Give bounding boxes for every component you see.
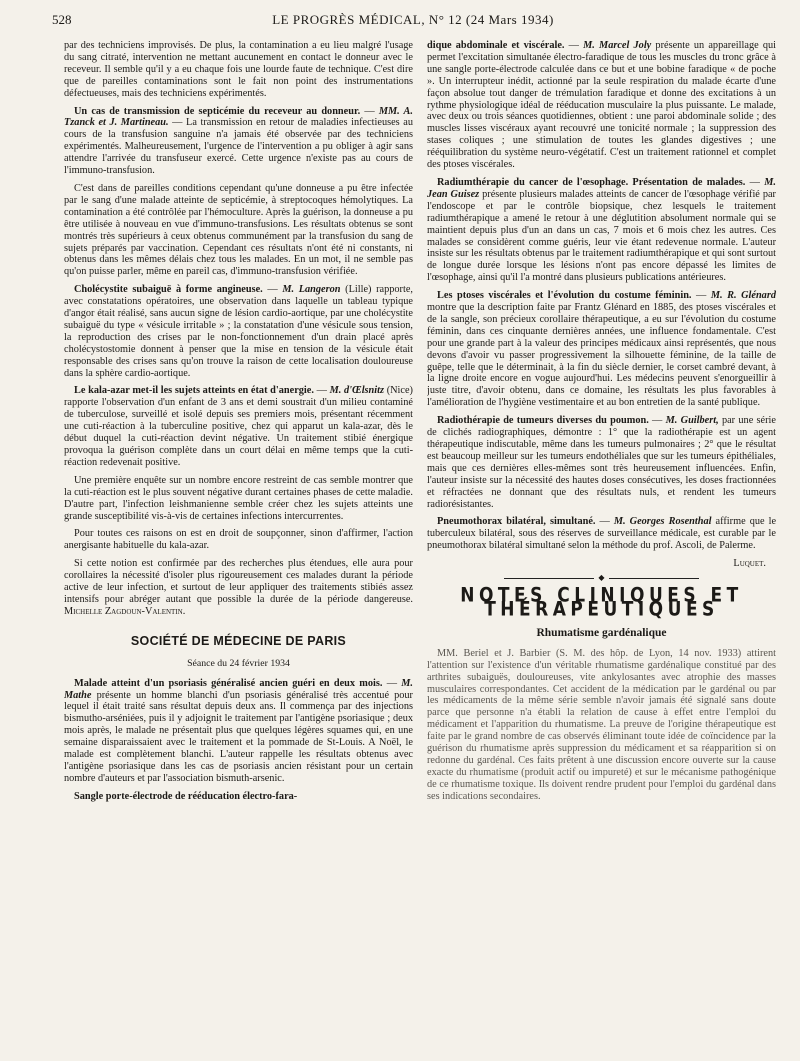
article-psoriasis: Malade atteint d'un psoriasis généralisé ancien guéri en deux mois. — M. Mathe présente un homme blanchi d'un psoriasis généralisé très accentué pour lequel il était traité sans résultat depuis deux ans. Il commença par des injections bismutho-arséniées, puis il y adjoignit le traitement par l'antigène psoriasique ; deux mois après, le malade ne présentait plus que quelques légères squames qui, en une semaine disparaissaient avec le traitement et la pommade de St-Louis. A Noël, le malade est complètement blanchi. L'auteur rappelle les résultats obtenus avec l'antigène psoriasique dans les cas de psoriasis ancien résistant pour un certain nombre d'auteurs et par l'association bismuth-arsenic. (64, 677, 413, 784)
section-subtitle: Rhumatisme gardénalique (536, 626, 667, 639)
article-body: (Lille) rapporte, avec constatations opératoires, une observation dans laquelle un tableau typique d'angor était réalisé, sans aucun signe de lésion cardio-aortique, par une cholécystite subaiguë du type « vésicule irritable » ; la constatation d'une vésicule sous tension, la reproduction des crises par le non-fonctionnement d'un drain placé après cholécystostomie donnent à penser que la mise en tension de la vésicule était responsable des crises sans qu'on trouve la raison de cette localisation douloureuse dans la sphère cardio-aortique. (64, 284, 413, 379)
article-transfusion-septicemia: Un cas de transmission de septicémie du receveur au donneur. — MM. A. Tzanck et J. Martineau. — La transmission en retour de maladies infectieuses au cours de la transfusion sanguine n'a jamais été observée par des techniciens expérimentés. Malheureusement, l'urgence de l'intervention a pu obliger à agir sans attendre l'arrivée du transfuseur exercé. Cette urgence n'existe pas au cours de l'immuno-transfusion. (64, 105, 413, 177)
article-authors: MM. A. Tzanck et J. Martineau. (64, 105, 413, 129)
article-body: (Nice) rapporte l'observation d'un enfant de 3 ans et demi soustrait d'un milieu contaminé de tuberculose, surveillé et isolé depuis ses premiers mois, présentant récemment une cuti-réaction à la tuberculine positive, chez qui apparut un kala-azar, dès le début duquel la cuti-réaction devint négative. Un traitement stibié énergique provoqua la guérison complète dans un court délai en même temps que la cuti-réaction redevenait positive. (64, 385, 413, 468)
article-authors: M. Langeron (282, 284, 341, 296)
article-body: présente un homme blanchi d'un psoriasis généralisé très accentué pour lequel il était traité sans résultat depuis deux ans. Il commença par des injections bismutho-arséniées, puis il y adjoignit le traitement par l'antigène psoriasique ; deux mois après, le malade ne présentait plus que quelques légères squames qui, en une semaine disparaissaient avec le traitement et la pommade de St-Louis. A Noël, le malade est complètement blanchi. L'auteur rappelle les résultats obtenus avec l'antigène psoriasique dans les cas de psoriasis ancien résistant pour un certain nombre d'auteurs et par l'association bismuth-arsenic. (64, 689, 413, 784)
ornamental-divider (427, 574, 776, 582)
section-heading: NOTES CLINIQUES ET THÉRAPEUTIQUES (460, 584, 743, 622)
paragraph: Une première enquête sur un nombre encore restreint de cas semble montrer que la cuti-réaction est le plus souvent négative durant certaines phases de cette maladie. D'autre part, l'infection leishmanienne semble créer chez les sujets atteints une grande susceptibilité vis-à-vis de certaines infections intercurrentes. (64, 474, 413, 522)
paragraph: C'est dans de pareilles conditions cependant qu'une donneuse a pu être infectée par le sang d'une malade atteinte de septicémie, à streptocoques hémolytiques. La contamination a été contrôlée par l'hémoculture. Après la guérison, la donneuse a pu être utilisée à nouveau en vue d'immuno-transfusions. Les résultats obtenus se sont montrés très supérieurs à ceux obtenus communément par la transfusion du sang de sujets préparés par vaccination. Cependant ces résultats n'ont été ni constants, ni obtenus dans les mêmes délais chez tous les malades. En un mot, il ne semble pas qu'on puisse parler, même en pareil cas, d'immuno-transfusion vérifiée. (64, 182, 413, 278)
article-authors: M. d'Œlsnitz (329, 385, 385, 397)
article-body: présente plusieurs malades atteints de cancer de l'œsophage vérifié par l'endoscope et par le contrôle biopsique, chez lesquels le traitement radiumthérapique a amené le retour à une déglutition absolument normale qui se maintient depuis plus d'un an dans un cas, 7 mois et 6 mois chez les autres. Ces malades se considèrent comme guéris, leur vie étant redevenue normale. L'auteur insiste sur les résultats obtenus par le traitement radiumthérapique et qui sont surtout de longue durée lorsque les lésions n'ont pas encore dépassé les limites de l'œsophage, ainsi qu'il l'a montré dans plusieurs publications antérieures. (427, 188, 776, 284)
paragraph (64, 558, 413, 618)
sitting-date: Séance du 24 février 1934 (187, 657, 290, 669)
divider-line (609, 578, 699, 579)
article-title: Radiumthérapie du cancer de l'œsophage. Présentation de malades. (437, 176, 746, 188)
article-gardenal-rheumatism: MM. Beriel et J. Barbier (S. M. des hôp. de Lyon, 14 nov. 1933) attirent l'attention sur l'existence d'un véritable rhumatisme gardénalique constitué par des arthrites subaiguës, douloureuses, vite ankylosantes avec atrophie des masses musculaires correspondantes. Cet accident de la médication par le gardénal ou par les médicaments de la même série semble n'avoir jamais été signalé sans doute parce que personne n'a établi la relation de cause à effet entre l'emploi du médicament et l'apparition du rhumatisme. La preuve de l'origine thérapeutique est faite par le grand nombre de cas observés éliminant toute idée de coïncidence par la guérison du rhumatisme après suppression du médicament et sa réapparition si on redonne du gardénal. Ces faits prêtent à une discussion encore ouverte sur la cause exacte du rhumatisme (produit actif ou impureté) et sur le mécanisme pathogénique de ce rhumatisme toxique. Ils doivent rendre prudent pour l'emploi du gardénal dans ses indications secondaires. (427, 647, 776, 802)
article-authors: M. Georges Rosenthal (613, 516, 712, 528)
right-column (427, 40, 776, 1050)
author-signature: Luquet. (733, 558, 766, 570)
divider-line (504, 578, 594, 579)
article-title: Les ptoses viscérales et l'évolution du costume féminin. (437, 290, 692, 302)
left-column (64, 40, 413, 1050)
article-authors: M. R. Glénard (710, 290, 776, 302)
article-authors: M. Jean Guisez (427, 176, 776, 200)
article-body: montre que la description faite par Frantz Glénard en 1885, des ptoses viscérales et de la sangle, son précieux corollaire thérapeutique, a eu sur l'évolution du costume féminin, dans ces cinquante dernières années, une influence fondamentale. C'est pour une grande part à la valeur des principes médicaux ainsi représentés, que nous devons d'avoir vu passer progressivement la silhouette féminine, de la taille de guêpe, telle que le déterminait, à la fin du siècle dernier, le corset cambré devant, à la ligne droite encore en vogue aujourd'hui. Les médecins peuvent s'enorgueillir à juste titre, d'avoir obtenu, dans ce domaine, les résultats les plus favorables à l'amélioration de l'hygiène vestimentaire et au bon entretien de la santé publique. (427, 302, 776, 409)
article-title: Un cas de transmission de septicémie du receveur au donneur. (74, 105, 361, 117)
article-title: Sangle porte-électrode de rééducation électro-fara- (74, 790, 298, 802)
paragraph-text: Si cette notion est confirmée par des recherches plus étendues, elle aura pour corollaires la nécessité d'isoler plus rigoureusement ces malades durant la période active de leur infection, et surtout de leur appliquer des traitements stibiés assez intensifs pour abréger autant que possible la durée de la période dangereuse. (64, 558, 413, 605)
article-visceral-ptosis: Les ptoses viscérales et l'évolution du costume féminin. — M. R. Glénard montre que la description faite par Frantz Glénard en 1885, des ptoses viscérales et de la sangle, son précieux corollaire thérapeutique, a eu sur l'évolution du costume féminin, dans ces cinquante dernières années, une influence fondamentale. C'est pour une grande part à la valeur des principes médicaux ainsi représentés, que nous devons d'avoir vu passer progressivement la silhouette féminine, de la taille de guêpe, telle que le déterminait, à la fin du siècle dernier, le corset cambré devant, à la ligne droite encore en vogue aujourd'hui. Les médecins peuvent s'enorgueillir à juste titre, d'avoir obtenu, dans ce domaine, les résultats les plus favorables à l'amélioration de l'hygiène vestimentaire et au bon entretien de la santé publique. (427, 290, 776, 409)
article-body: affirme que le tuberculeux bilatéral, sous des réserves de surveillance médicale, est curable par le pneumothorax bilatéral simultané selon la méthode du prof. Ascoli, de Palerme. (427, 516, 776, 552)
divider-ornament-icon: ◆ (598, 573, 605, 583)
article-authors: M. Guilbert, (665, 415, 719, 427)
article-authors: M. Marcel Joly (583, 40, 652, 51)
page-number: 528 (52, 12, 72, 27)
article-lung-radiotherapy: Radiothérapie de tumeurs diverses du poumon. — M. Guilbert, par une série de clichés radiographiques, démontre : 1° que la radiothérapie est un agent thérapeutique indiscutable, même dans les tumeurs pulmonaires ; 2° que le résultat est beaucoup meilleur sur les tumeurs endothéliales que sur les tumeurs épithéliales, mais que ces dernières elles-mêmes sont très heureusement influencées. Enfin, l'auteur insiste sur la nécessité des hautes doses consécutives, les doses fractionnées et réfractées ne donnant que des résultats nuls, et rendent les tumeurs radiorésistantes. (427, 415, 776, 510)
paragraph: par des techniciens improvisés. De plus, la contamination a eu lieu malgré l'usage du sang citraté, intervention ne mettant aucunement en contact le donneur avec le receveur. Il semble qu'il y a eu chaque fois une lourde faute de technique. C'est dire que de pareilles contaminations sont le fait non point des instrumentations défectueuses, mais des techniciens expérimentés. (64, 40, 413, 99)
article-esophagus-radium: Radiumthérapie du cancer de l'œsophage. Présentation de malades. — M. Jean Guisez présente plusieurs malades atteints de cancer de l'œsophage vérifié par l'endoscope et par le contrôle biopsique, chez lesquels le traitement radiumthérapique a amené le retour à une déglutition absolument normale qui se maintient depuis plus d'un an dans un cas, 7 mois et 6 mois chez les autres. Ces malades se considèrent comme guéris, leur vie étant redevenue normale. L'auteur insiste sur les résultats obtenus par le traitement radiumthérapique et qui sont surtout de longue durée lorsque les lésions n'ont pas encore dépassé les limites de l'œsophage, ainsi qu'il l'a montré dans plusieurs publications antérieures. (427, 176, 776, 284)
article-pneumothorax: Pneumothorax bilatéral, simultané. — M. Georges Rosenthal affirme que le tuberculeux bilatéral, sous des réserves de surveillance médicale, est curable par le pneumothorax bilatéral simultané selon la méthode du prof. Ascoli, de Palerme. (427, 516, 776, 552)
article-body: présente un appareillage qui permet l'excitation simultanée électro-faradique de tous les muscles du tronc grâce à une sangle porte-électrode calculée dans ce but et une bobine faradique « de poche ». Un interrupteur inédit, actionné par la seule respiration du malade écarte d'une façon absolue tout danger de trémulation faradique et donne des excitations à un rythme physiologique idéal de rééducation musculaire la plus puissante. Le malade, avec deux ou trois séances quotidiennes, obtient : une paroi abdominale solide ; des muscles lisses viscéraux ayant recouvré une tonicité normale ; la suppression des stases coliques ; une stimulation de toutes les glandes digestives ; une rééquilibration du système neuro-végétatif. C'est un traitement rationnel et complet des ptoses viscérales. (427, 40, 776, 171)
article-body: par une série de clichés radiographiques, démontre : 1° que la radiothérapie est un agent thérapeutique indiscutable, même dans les tumeurs pulmonaires ; 2° que le résultat est beaucoup meilleur sur les tumeurs endothéliales que sur les tumeurs épithéliales, mais que ces dernières elles-mêmes sont très heureusement influencées. Enfin, l'auteur insiste sur la nécessité des hautes doses consécutives, les doses fractionnées et réfractées ne donnant que des résultats nuls, et rendent les tumeurs radiorésistantes. (427, 415, 776, 510)
article-title: Malade atteint d'un psoriasis généralisé ancien guéri en deux mois. (74, 677, 383, 689)
article-cholecystitis: Cholécystite subaiguë à forme angineuse. — M. Langeron (Lille) rapporte, avec constatations opératoires, une observation dans laquelle un tableau typique d'angor était réalisé, sans aucun signe de lésion cardio-aortique, par une cholécystite subaiguë du type « vésicule irritable » ; la constatation d'une vésicule sous tension, la reproduction des crises par le non-fonctionnement d'un drain placé après cholécystostomie donnent à penser que la mise en tension de la vésicule était responsable des crises sans qu'on trouve la raison de cette localisation douloureuse dans la sphère cardio-aortique. (64, 284, 413, 379)
paragraph: Pour toutes ces raisons on est en droit de soupçonner, sinon d'affirmer, l'action anergisante habituelle du kala-azar. (64, 528, 413, 552)
article-body: La transmission en retour de maladies infectieuses au cours de la transfusion sanguine n'a jamais été observée par des techniciens expérimentés. Malheureusement, l'urgence de l'intervention a pu obliger à agir sans attendre l'arrivée du transfuseur exercé. Cette urgence n'existe pas au cours de l'immuno-transfusion. (64, 117, 413, 177)
article-electrode-belt: dique abdominale et viscérale. — M. Marcel Joly présente un appareillage qui permet l'excitation simultanée électro-faradique de tous les muscles du tronc grâce à une sangle porte-électrode calculée dans ce but et une bobine faradique « de poche ». Un interrupteur inédit, actionné par la seule respiration du malade écarte d'une façon absolue tout danger de trémulation faradique et donne des excitations à un rythme physiologique idéal de rééducation musculaire la plus puissante. Le malade, avec deux ou trois séances quotidiennes, obtient : une paroi abdominale solide ; des muscles lisses viscéraux ayant recouvré une tonicité normale ; la suppression des stases coliques ; une stimulation de toutes les glandes digestives ; une rééquilibration du système neuro-végétatif. C'est un traitement rationnel et complet des ptoses viscérales. (427, 40, 776, 171)
article-authors: M. Mathe (64, 677, 413, 701)
article-title: Radiothérapie de tumeurs diverses du poumon. (437, 415, 649, 427)
article-kala-azar: Le kala-azar met-il les sujets atteints en état d'anergie. — M. d'Œlsnitz (Nice) rapporte l'observation d'un enfant de 3 ans et demi soustrait d'un milieu contaminé de tuberculose, surveillé et isolé depuis ses premiers mois, présentant récemment une cuti-réaction à la tuberculine positive, chez qui apparut un kala-azar, dès le début duquel la cuti-réaction devint négative. Un traitement stibié énergique provoqua la guérison complète dans un court délai en même temps que la cuti-réaction redevenait positive. (64, 385, 413, 468)
article-title: Le kala-azar met-il les sujets atteints en état d'anergie. (74, 385, 314, 397)
article-title: Pneumothorax bilatéral, simultané. (437, 516, 596, 528)
article-title: Cholécystite subaiguë à forme angineuse. (74, 284, 263, 296)
society-heading: SOCIÉTÉ DE MÉDECINE DE PARIS (130, 633, 347, 648)
article-electrode-belt-start (64, 791, 413, 803)
journal-running-title: LE PROGRÈS MÉDICAL, N° 12 (24 Mars 1934) (272, 12, 554, 27)
article-title-continued: dique abdominale et viscérale. (427, 40, 565, 51)
author-signature: Michelle Zagdoun-Valentin. (64, 605, 186, 617)
page-header (52, 12, 774, 32)
